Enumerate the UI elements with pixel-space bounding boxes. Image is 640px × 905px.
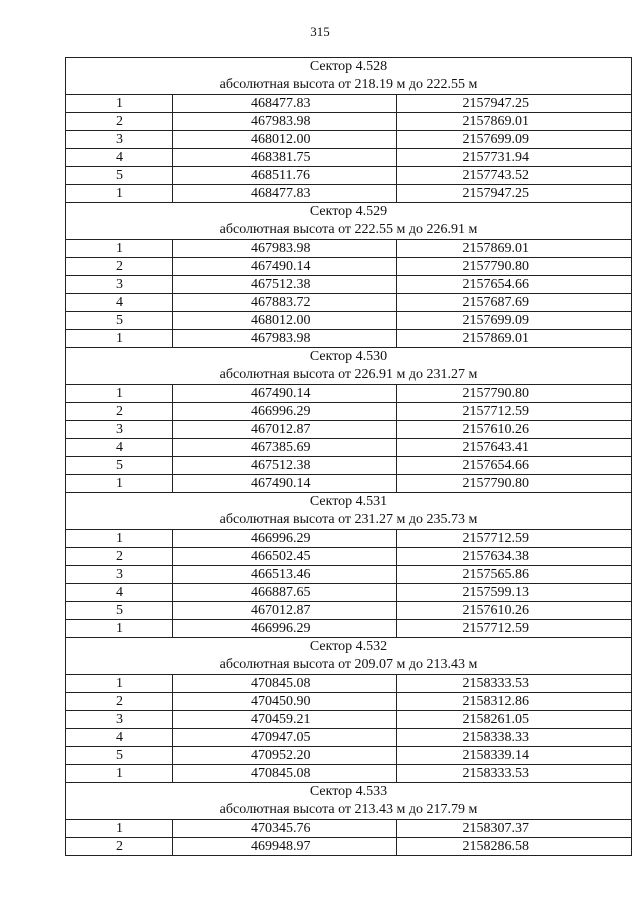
y-coordinate-cell: 2157869.01 [397,330,632,348]
point-number-cell: 1 [66,240,173,258]
table-row [66,149,632,167]
x-coordinate-cell: 470459.21 [173,711,397,729]
table-row [66,566,632,584]
sector-header-row [66,783,632,820]
x-coordinate-cell: 467490.14 [173,475,397,493]
sector-header [66,493,632,530]
sector-header [66,638,632,675]
sector-header [66,58,632,95]
table-row [66,747,632,765]
point-number-cell: 1 [66,475,173,493]
y-coordinate-cell: 2158338.33 [397,729,632,747]
point-number-cell: 4 [66,294,173,312]
point-number-cell: 1 [66,185,173,203]
point-number-cell: 2 [66,838,173,856]
y-coordinate-cell: 2157687.69 [397,294,632,312]
sector-title: Сектор 4.532 [309,639,388,654]
point-number-cell: 4 [66,439,173,457]
table-row [66,167,632,185]
x-coordinate-cell: 467983.98 [173,113,397,131]
x-coordinate-cell: 467490.14 [173,258,397,276]
sector-header-row [66,493,632,530]
y-coordinate-cell: 2157712.59 [397,620,632,638]
y-coordinate-cell: 2157643.41 [397,439,632,457]
sector-header-row [66,58,632,95]
point-number-cell: 2 [66,548,173,566]
point-number-cell: 3 [66,131,173,149]
y-coordinate-cell: 2157610.26 [397,421,632,439]
point-number-cell: 4 [66,149,173,167]
y-coordinate-cell: 2157731.94 [397,149,632,167]
y-coordinate-cell: 2158333.53 [397,675,632,693]
y-coordinate-cell: 2158261.05 [397,711,632,729]
y-coordinate-cell: 2157610.26 [397,602,632,620]
sector-header-row [66,638,632,675]
sector-header-row [66,203,632,240]
y-coordinate-cell: 2158333.53 [397,765,632,783]
point-number-cell: 1 [66,530,173,548]
table-row [66,457,632,475]
x-coordinate-cell: 469948.97 [173,838,397,856]
point-number-cell: 2 [66,693,173,711]
x-coordinate-cell: 466996.29 [173,530,397,548]
point-number-cell: 3 [66,566,173,584]
y-coordinate-cell: 2157743.52 [397,167,632,185]
table-row [66,276,632,294]
point-number-cell: 1 [66,95,173,113]
x-coordinate-cell: 468012.00 [173,131,397,149]
sector-altitude: абсолютная высота от 209.07 м до 213.43 м [219,657,478,672]
table-row [66,294,632,312]
x-coordinate-cell: 467983.98 [173,330,397,348]
y-coordinate-cell: 2157712.59 [397,530,632,548]
x-coordinate-cell: 470845.08 [173,765,397,783]
table-row [66,675,632,693]
table-row [66,475,632,493]
table-row [66,838,632,856]
sector-title: Сектор 4.533 [309,784,388,799]
point-number-cell: 4 [66,584,173,602]
y-coordinate-cell: 2157869.01 [397,240,632,258]
table-row [66,711,632,729]
sector-title: Сектор 4.529 [309,204,388,219]
x-coordinate-cell: 470947.05 [173,729,397,747]
sector-altitude: абсолютная высота от 226.91 м до 231.27 м [219,367,478,382]
sector-title: Сектор 4.528 [309,59,388,74]
table-row [66,312,632,330]
x-coordinate-cell: 466887.65 [173,584,397,602]
y-coordinate-cell: 2158286.58 [397,838,632,856]
table-row [66,240,632,258]
table-row [66,95,632,113]
x-coordinate-cell: 467385.69 [173,439,397,457]
sector-altitude: абсолютная высота от 213.43 м до 217.79 м [219,802,478,817]
table-row [66,820,632,838]
table-row [66,530,632,548]
table-row [66,385,632,403]
x-coordinate-cell: 466513.46 [173,566,397,584]
y-coordinate-cell: 2157654.66 [397,276,632,294]
point-number-cell: 1 [66,675,173,693]
table-row [66,548,632,566]
page-number: 315 [310,24,330,39]
x-coordinate-cell: 470952.20 [173,747,397,765]
table-row [66,258,632,276]
table-row [66,602,632,620]
point-number-cell: 5 [66,457,173,475]
sector-altitude: абсолютная высота от 231.27 м до 235.73 м [219,512,478,527]
x-coordinate-cell: 468477.83 [173,185,397,203]
table-row [66,439,632,457]
x-coordinate-cell: 468511.76 [173,167,397,185]
table-row [66,421,632,439]
point-number-cell: 1 [66,820,173,838]
point-number-cell: 5 [66,602,173,620]
point-number-cell: 1 [66,385,173,403]
x-coordinate-cell: 468477.83 [173,95,397,113]
y-coordinate-cell: 2157712.59 [397,403,632,421]
x-coordinate-cell: 467883.72 [173,294,397,312]
x-coordinate-cell: 467490.14 [173,385,397,403]
sector-header-row [66,348,632,385]
sector-altitude: абсолютная высота от 222.55 м до 226.91 м [219,222,478,237]
sector-header [66,783,632,820]
point-number-cell: 4 [66,729,173,747]
sector-title: Сектор 4.530 [309,349,388,364]
table-row [66,765,632,783]
y-coordinate-cell: 2158339.14 [397,747,632,765]
x-coordinate-cell: 467012.87 [173,602,397,620]
x-coordinate-cell: 467012.87 [173,421,397,439]
x-coordinate-cell: 468381.75 [173,149,397,167]
x-coordinate-cell: 468012.00 [173,312,397,330]
table-row [66,131,632,149]
table-row [66,113,632,131]
table-row [66,185,632,203]
y-coordinate-cell: 2157790.80 [397,385,632,403]
y-coordinate-cell: 2157654.66 [397,457,632,475]
point-number-cell: 3 [66,421,173,439]
table-row [66,729,632,747]
x-coordinate-cell: 466502.45 [173,548,397,566]
y-coordinate-cell: 2157634.38 [397,548,632,566]
x-coordinate-cell: 467983.98 [173,240,397,258]
sector-title: Сектор 4.531 [309,494,388,509]
table-row [66,693,632,711]
y-coordinate-cell: 2157790.80 [397,258,632,276]
x-coordinate-cell: 466996.29 [173,620,397,638]
table-row [66,330,632,348]
sector-altitude: абсолютная высота от 218.19 м до 222.55 м [219,77,478,92]
y-coordinate-cell: 2158312.86 [397,693,632,711]
sector-header [66,348,632,385]
y-coordinate-cell: 2157699.09 [397,312,632,330]
y-coordinate-cell: 2157565.86 [397,566,632,584]
point-number-cell: 3 [66,711,173,729]
y-coordinate-cell: 2157790.80 [397,475,632,493]
y-coordinate-cell: 2157869.01 [397,113,632,131]
y-coordinate-cell: 2157599.13 [397,584,632,602]
point-number-cell: 5 [66,312,173,330]
x-coordinate-cell: 470845.08 [173,675,397,693]
point-number-cell: 2 [66,258,173,276]
point-number-cell: 5 [66,167,173,185]
point-number-cell: 2 [66,113,173,131]
x-coordinate-cell: 470345.76 [173,820,397,838]
table-row [66,620,632,638]
point-number-cell: 2 [66,403,173,421]
y-coordinate-cell: 2157699.09 [397,131,632,149]
point-number-cell: 1 [66,620,173,638]
point-number-cell: 5 [66,747,173,765]
point-number-cell: 1 [66,330,173,348]
x-coordinate-cell: 470450.90 [173,693,397,711]
y-coordinate-cell: 2157947.25 [397,185,632,203]
x-coordinate-cell: 467512.38 [173,276,397,294]
sector-header [66,203,632,240]
point-number-cell: 3 [66,276,173,294]
x-coordinate-cell: 467512.38 [173,457,397,475]
table-row [66,584,632,602]
point-number-cell: 1 [66,765,173,783]
y-coordinate-cell: 2157947.25 [397,95,632,113]
x-coordinate-cell: 466996.29 [173,403,397,421]
table-row [66,403,632,421]
y-coordinate-cell: 2158307.37 [397,820,632,838]
sector-coordinates-table [65,57,632,856]
